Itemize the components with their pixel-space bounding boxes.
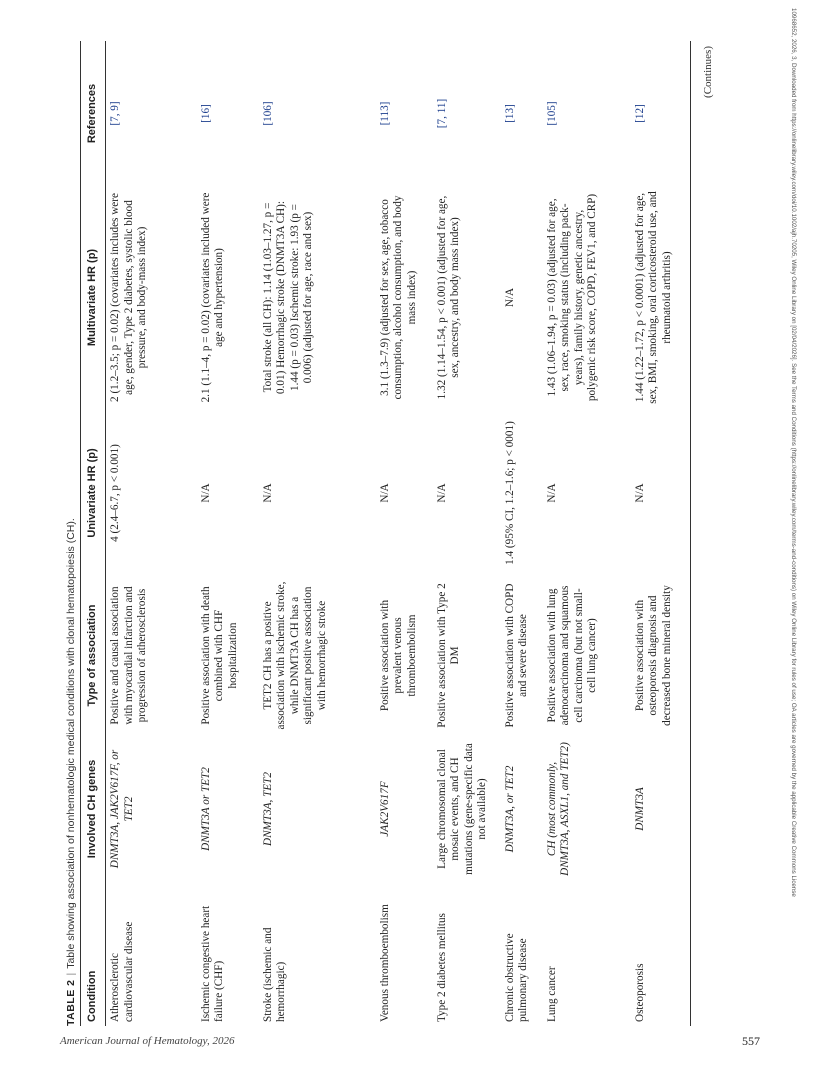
cell-condition: Osteoporosis (631, 884, 691, 1026)
cell-association: Positive association with prevalent venous thromboembolism (378, 599, 418, 712)
header-association: Type of association (81, 577, 106, 734)
cell-genes: DNMT3A or TET2 (199, 767, 212, 851)
cell-univariate: 1.4 (95% CI, 1.2–1.6; p < 0001) (503, 421, 516, 565)
rotated-table-block (62, 41, 722, 1026)
cell-multivariate: 1.44 (1.22–1.72, p < 0.0001) (adjusted for age, sex, BMI, smoking, oral corticosteroid use, and rheumatoid arthritis) (631, 186, 691, 409)
cell-univariate: 4 (2.4–6.7, p < 0.001) (109, 444, 121, 542)
cell-condition: Ischemic congestive heart failure (CHF) (199, 905, 225, 1022)
cell-multivariate: 2 (1.2–3.5; p = 0.02) (covariates includes were age, gender, Type 2 diabetes, systolic blood pressure, and body-mass index) (109, 193, 148, 402)
cell-condition: Atherosclerotic cardiovascular disease (109, 921, 135, 1022)
cell-multivariate: Total stroke (all CH): 1.14 (1.03–1.27, p = 0.01) Hemorrhagic stroke (DNMT3A CH): 1.44 (p = 0.03) Ischemic stroke: 1.93 (p = 0.006) (adjusted for age, race and sex) (261, 201, 314, 394)
page-number: 557 (742, 1034, 760, 1048)
cell-genes: DNMT3A (631, 734, 691, 884)
cell-genes: DNMT3A, or TET2 (503, 765, 516, 853)
cell-association: Positive association with COPD and severe disease (503, 583, 529, 728)
caption-text: Table showing association of nonhematologic medical conditions with clonal hematopoiesis (CH). (65, 518, 77, 969)
cell-association: Positive association with Type 2 DM (435, 583, 461, 728)
table-caption (62, 41, 80, 1026)
cell-association: Positive association with lung adenocarcinoma and squamous cell carcinoma (but not small-cell lung cancer) (545, 585, 598, 726)
table-continues-note: (Continues) (702, 46, 714, 98)
cell-genes: CH (most commonly, DNMT3A, ASXL1, and TET2) (545, 742, 571, 876)
cell-association: TET2 CH has a positive association with ischemic stroke, while DNMT3A CH has a significant positive association with hemorrhagic stroke (261, 581, 328, 730)
cell-multivariate: 2.1 (1.1–4, p = 0.02) (covariates included were age and hypertension) (199, 192, 225, 403)
cell-condition: Lung cancer (545, 966, 558, 1022)
download-side-note: 10968652, 2026, 3, Downloaded from https://onlinelibrary.wiley.com/doi/10.1002/ajh.70205, Wiley Online Library on [02/04/2026]. See the Terms and Conditions (https://onlinelibrary.wiley.com/terms-and-conditions) on Wiley Online Library for rules of use; OA articles are governed by the applicable Creative Commons License (790, 8, 797, 897)
cell-multivariate: 1.32 (1.14–1.54, p < 0.001) (adjusted for age, sex, ancestry, and body mass index) (435, 195, 461, 400)
cell-genes: DNMT3A, TET2 (261, 772, 274, 846)
table-row (106, 41, 197, 1026)
cell-univariate: N/A (261, 483, 274, 503)
cell-univariate: N/A (545, 483, 558, 503)
cell-genes: DNMT3A, JAK2V617F, or TET2 (109, 749, 135, 869)
cell-association: Positive association with death combined with CHF hospitalization (199, 586, 239, 725)
header-condition: Condition (81, 884, 106, 1026)
cell-references-link[interactable]: [7, 9] (109, 101, 121, 126)
conditions-table (80, 41, 691, 1026)
table-label: TABLE 2 (65, 979, 77, 1026)
cell-univariate: N/A (378, 483, 391, 503)
cell-references-link[interactable]: [106] (261, 101, 274, 126)
cell-references-link[interactable]: [113] (378, 101, 391, 126)
cell-association: Positive association with osteoporosis diagnosis and decreased bone mineral density (631, 577, 691, 734)
cell-references-link[interactable]: [16] (199, 104, 212, 123)
cell-association: Positive and causal association with myocardial infarction and progression of atherosclerosis (109, 586, 148, 725)
cell-references-link[interactable]: [7, 11] (435, 98, 448, 129)
table-row (259, 41, 376, 1026)
cell-univariate: N/A (199, 483, 212, 503)
journal-name: American Journal of Hematology, 2026 (60, 1035, 235, 1047)
table-row (543, 41, 631, 1026)
cell-genes: JAK2V617F (378, 781, 391, 837)
table-header-row (81, 41, 106, 1026)
page-footer (60, 1032, 760, 1054)
table-row (197, 41, 259, 1026)
header-multivariate: Multivariate HR (p) (81, 186, 106, 409)
table-row (433, 41, 501, 1026)
cell-condition: Stroke (ischemic and hemorrhagic) (261, 927, 287, 1022)
cell-condition: Venous thromboembolism (378, 904, 391, 1022)
cell-univariate: N/A (631, 409, 691, 577)
cell-multivariate: N/A (503, 287, 516, 308)
header-univariate: Univariate HR (p) (81, 409, 106, 577)
cell-references-link[interactable]: [13] (503, 104, 516, 123)
cell-condition: Type 2 diabetes mellitus (435, 913, 448, 1022)
caption-separator: | (65, 972, 77, 976)
table-row (376, 41, 433, 1026)
table-row (631, 41, 691, 1026)
cell-multivariate: 3.1 (1.3–7.9) (adjusted for sex, age, tobacco consumption, alcohol consumption, and body mass index) (378, 195, 418, 400)
cell-references-link[interactable]: [105] (545, 101, 558, 126)
cell-univariate: N/A (435, 483, 448, 503)
header-references: References (81, 41, 106, 186)
header-genes: Involved CH genes (81, 734, 106, 884)
cell-condition: Chronic obstructive pulmonary disease (503, 933, 529, 1022)
cell-multivariate: 1.43 (1.06–1.94, p = 0.03) (adjusted for age, sex, race, smoking status (including pack-years), family history, genetic ancestry, polygenic risk score, COPD, FEV1, and CRP) (545, 193, 598, 402)
table-row (501, 41, 543, 1026)
cell-references-link[interactable]: [12] (631, 41, 691, 186)
cell-genes: Large chromosomal clonal mosaic events, and CH mutations (gene-specific data not available) (435, 743, 488, 875)
